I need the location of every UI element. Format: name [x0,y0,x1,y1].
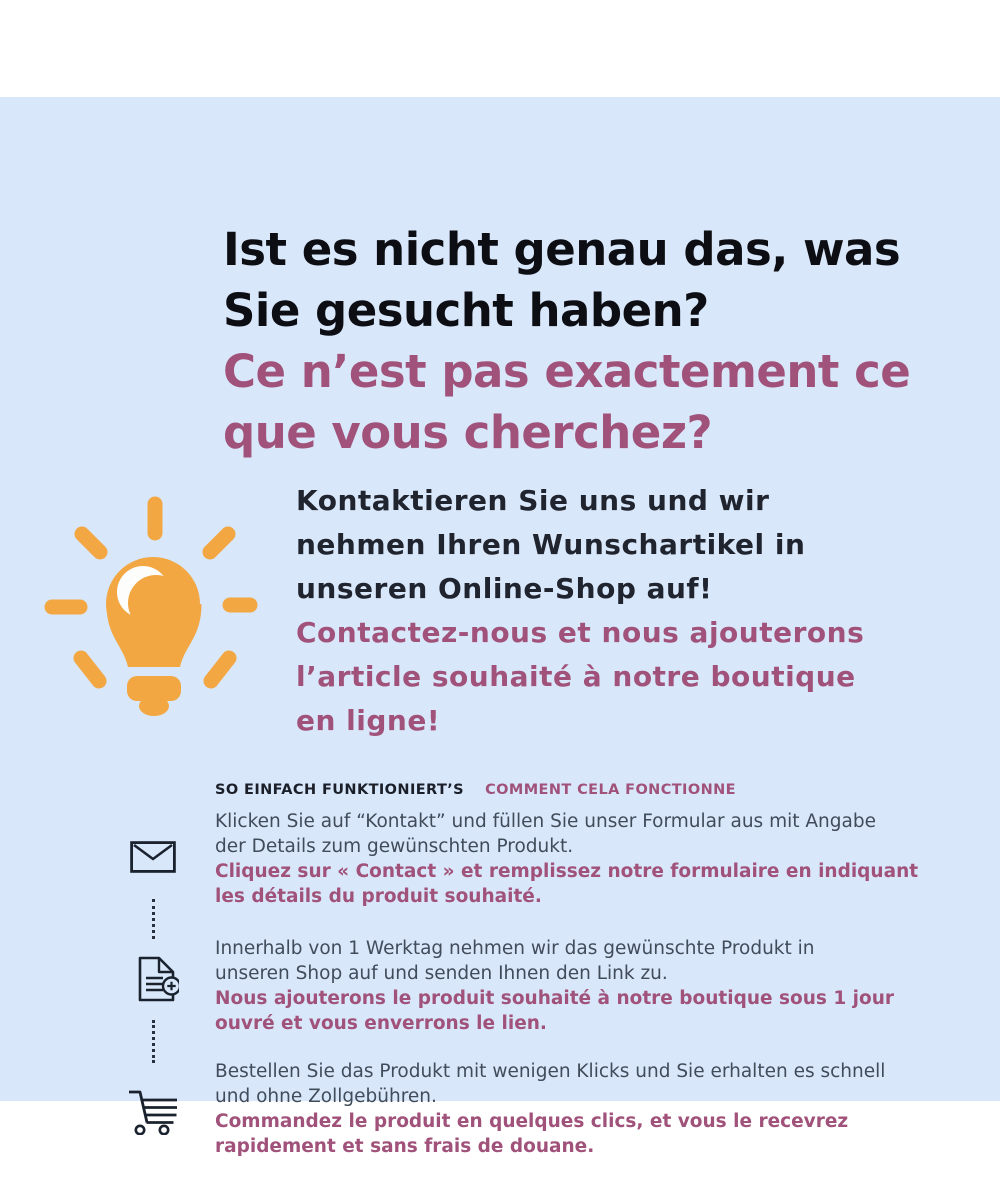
intro-fr-line: l’article souhaité à notre boutique [296,660,856,693]
document-add-icon [133,955,179,1003]
step-order [215,1059,945,1159]
intro-text [296,479,936,743]
step-fr-line: Cliquez sur « Contact » et remplissez notre formulaire en indiquant [215,861,919,882]
headline-de-line: Sie gesucht haben? [223,284,709,337]
step-fr-line: Commandez le produit en quelques clics, et vous le recevrez [215,1111,849,1132]
intro-fr-line: Contactez-nous et nous ajouterons [296,616,865,649]
step-fr-line: Nous ajouterons le produit souhaité à notre boutique sous 1 jour [215,988,894,1009]
headline-fr-line: que vous cherchez? [223,406,713,459]
step-de-line: Bestellen Sie das Produkt mit wenigen Klicks und Sie erhalten es schnell [215,1061,886,1082]
section-header-fr: COMMENT CELA FONCTIONNE [485,782,736,798]
shopping-cart-icon [126,1087,180,1135]
intro-de-line: Kontaktieren Sie uns und wir [296,484,770,517]
headline-fr-line: Ce n’est pas exactement ce [223,345,911,398]
step-contact [215,809,945,909]
intro-fr-line: en ligne! [296,704,441,737]
step-fr-line: ouvré et vous enverrons le lien. [215,1013,547,1034]
intro-de-line: unseren Online-Shop auf! [296,572,713,605]
blue-panel [0,97,1000,1157]
intro-de-line: nehmen Ihren Wunschartikel in [296,528,806,561]
envelope-icon [130,841,176,873]
headline-de-line: Ist es nicht genau das, was [223,223,901,276]
step-de-line: und ohne Zollgebühren. [215,1086,437,1107]
dotted-connector [152,1020,155,1063]
step-fr-line: rapidement et sans frais de douane. [215,1136,595,1157]
dotted-connector [152,899,155,939]
section-header [215,779,736,798]
step-de-line: Innerhalb von 1 Werktag nehmen wir das gewünschte Produkt in [215,938,815,959]
step-de-line: Klicken Sie auf “Kontakt” und füllen Sie unser Formular aus mit Angabe [215,811,876,832]
step-fr-line: les détails du produit souhaité. [215,886,542,907]
headline [223,219,963,463]
section-header-de: SO EINFACH FUNKTIONIERT’S [215,782,464,798]
step-de-line: der Details zum gewünschten Produkt. [215,836,574,857]
lightbulb-icon [43,495,260,720]
step-add-product [215,936,945,1036]
step-de-line: unseren Shop auf und senden Ihnen den Link zu. [215,963,668,984]
